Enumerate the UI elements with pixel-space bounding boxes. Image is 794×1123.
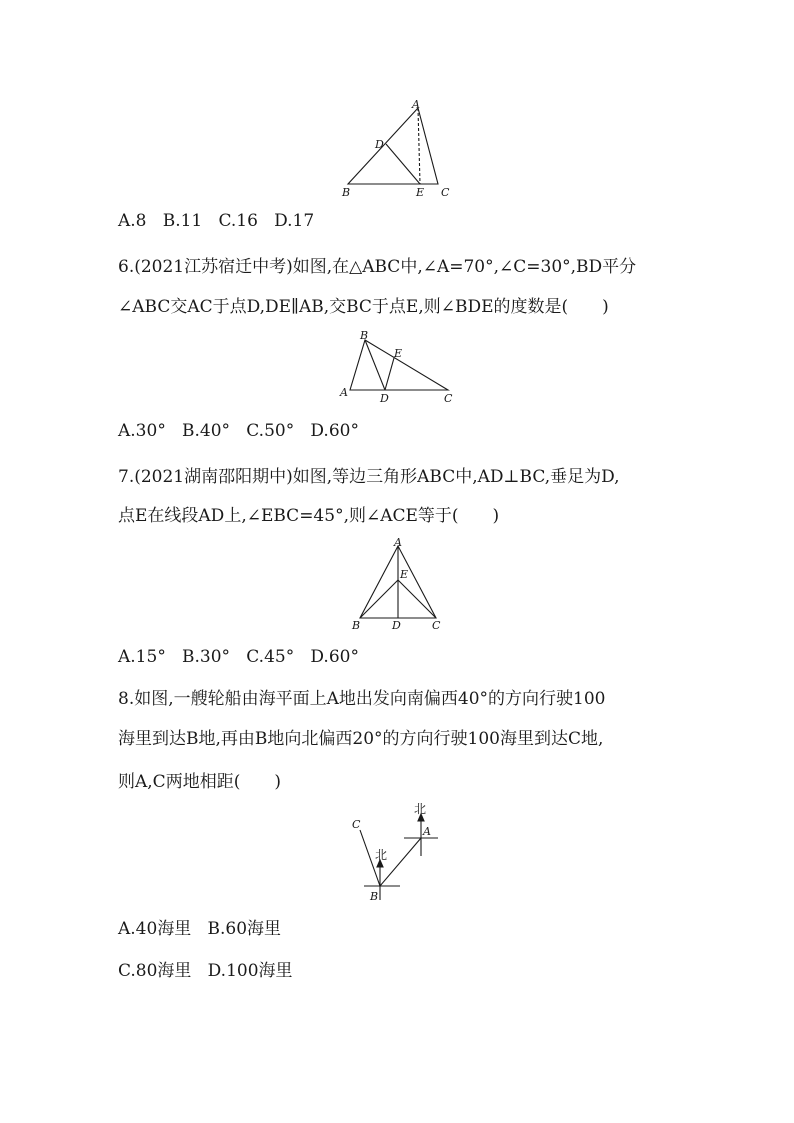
label-north-b: 北 [375, 848, 388, 862]
label-c: C [352, 818, 361, 831]
label-b: B [370, 890, 379, 903]
segment-bd [365, 340, 385, 390]
q6-text-line1: 6.(2021江苏宿迁中考)如图,在△ABC中,∠A=70°,∠C=30°,BD平分 [118, 257, 637, 277]
q6-text-line2: ∠ABC交AC于点D,DE∥AB,交BC于点E,则∠BDE的度数是( ) [118, 297, 609, 317]
q7-text-line2: 点E在线段AD上,∠EBC=45°,则∠ACE等于( ) [118, 506, 500, 526]
segment-de [385, 358, 394, 390]
label-a: A [423, 825, 431, 838]
label-c: C [432, 619, 441, 632]
segment-ab [380, 838, 421, 886]
triangle-abc [348, 108, 438, 184]
q7-options: A.15° B.30° C.45° D.60° [118, 647, 359, 667]
q8-text-line2: 海里到达B地,再由B地向北偏西20°的方向行驶100海里到达C地, [118, 729, 604, 749]
figure-q8 [346, 800, 456, 906]
label-b: B [342, 186, 351, 199]
label-c: C [444, 392, 453, 405]
label-d: D [392, 619, 401, 632]
label-a: A [340, 386, 348, 399]
label-d: D [375, 138, 384, 151]
q8-options-row2: C.80海里 D.100海里 [118, 961, 293, 981]
label-e: E [394, 347, 403, 360]
q7-text-line1: 7.(2021湖南邵阳期中)如图,等边三角形ABC中,AD⊥BC,垂足为D, [118, 467, 620, 487]
label-a: A [394, 536, 402, 549]
figure-q7 [346, 536, 446, 634]
label-b: B [352, 619, 361, 632]
label-north-a: 北 [414, 802, 427, 816]
segment-ae [418, 108, 420, 184]
segment-ce [398, 580, 436, 618]
q8-options-row1: A.40海里 B.60海里 [118, 919, 282, 939]
q8-text-line1: 8.如图,一艘轮船由海平面上A地出发向南偏西40°的方向行驶100 [118, 689, 606, 709]
label-d: D [380, 392, 389, 405]
label-b: B [360, 329, 369, 342]
q8-text-line3: 则A,C两地相距( ) [118, 772, 281, 792]
segment-be [360, 580, 398, 618]
segment-de [386, 144, 420, 184]
figure-q6 [338, 328, 458, 408]
label-a: A [412, 98, 420, 111]
figure-q5 [340, 98, 460, 198]
q6-options: A.30° B.40° C.50° D.60° [118, 421, 359, 441]
label-e: E [416, 186, 425, 199]
q5-options: A.8 B.11 C.16 D.17 [118, 211, 315, 231]
label-e: E [400, 568, 409, 581]
label-c: C [441, 186, 450, 199]
